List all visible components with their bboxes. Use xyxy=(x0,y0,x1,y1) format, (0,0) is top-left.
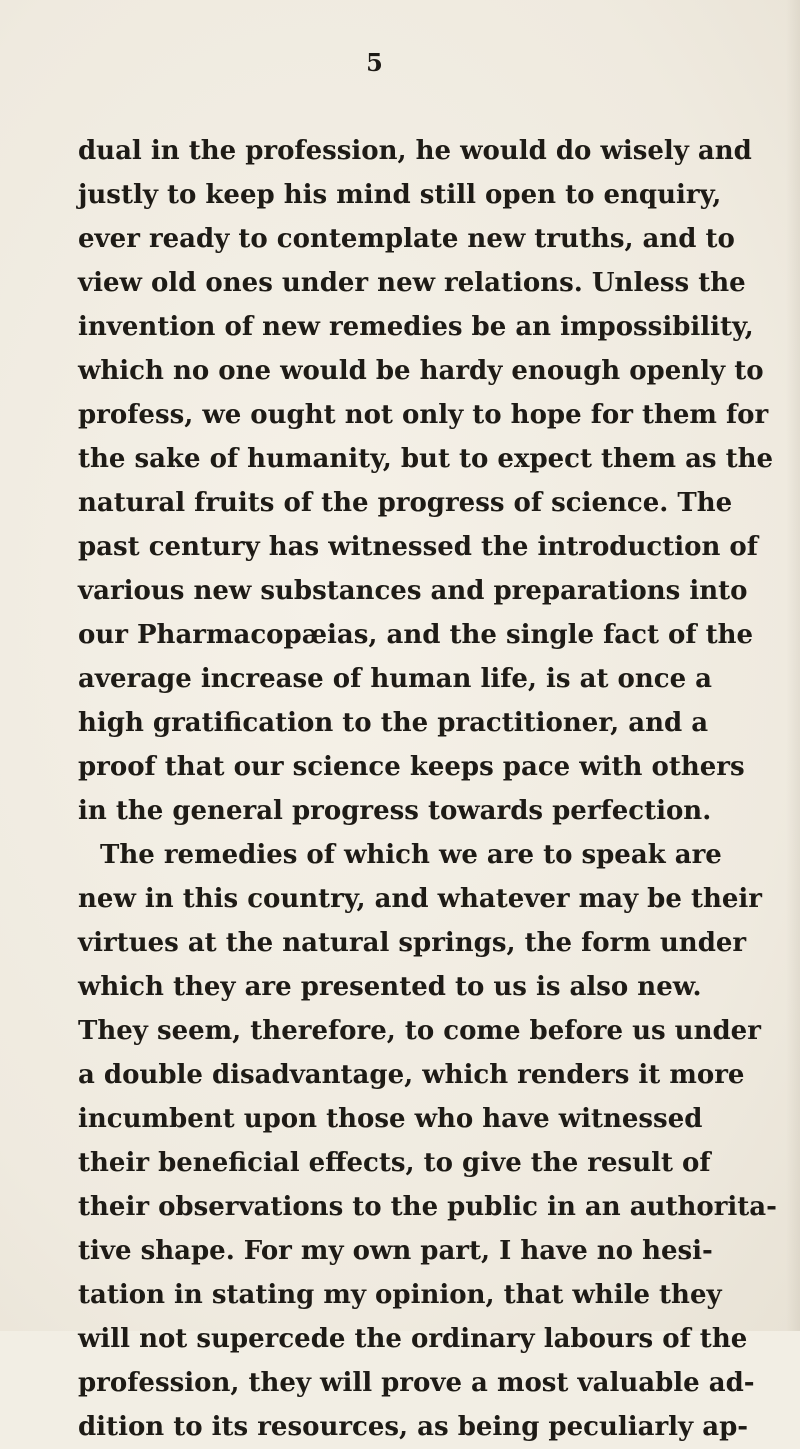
text-line: view old ones under new relations. Unless the xyxy=(78,268,746,298)
text-line: high gratification to the practitioner, and a xyxy=(78,708,709,738)
text-line: the sake of humanity, but to expect them as the xyxy=(78,444,774,474)
text-line: tive shape. For my own part, I have no hesi- xyxy=(78,1236,713,1266)
text-line: dual in the profession, he would do wisely and xyxy=(78,136,752,166)
page-number: 5 xyxy=(366,48,384,77)
text-line: which no one would be hardy enough openly to xyxy=(78,356,764,386)
text-line: They seem, therefore, to come before us under xyxy=(78,1016,761,1046)
text-line: invention of new remedies be an impossibility, xyxy=(78,312,754,342)
body-text xyxy=(78,129,777,1449)
text-line: virtues at the natural springs, the form under xyxy=(78,928,747,958)
text-line: justly to keep his mind still open to enquiry, xyxy=(78,180,722,210)
text-line: incumbent upon those who have witnessed xyxy=(78,1104,703,1134)
text-line: natural fruits of the progress of science. The xyxy=(78,488,733,518)
page-edge-shadow xyxy=(786,0,800,1331)
text-line: new in this country, and whatever may be their xyxy=(78,884,762,914)
text-line: their observations to the public in an authorita- xyxy=(78,1192,777,1222)
text-line: dition to its resources, as being peculiarly ap- xyxy=(78,1412,749,1442)
text-line: a double disadvantage, which renders it more xyxy=(78,1060,745,1090)
text-line: profess, we ought not only to hope for them for xyxy=(78,400,769,430)
text-line: profession, they will prove a most valuable ad- xyxy=(78,1368,755,1398)
text-line: past century has witnessed the introduction of xyxy=(78,532,758,562)
text-line: will not supercede the ordinary labours of the xyxy=(78,1324,748,1354)
text-line: our Pharmacopæias, and the single fact of the xyxy=(78,620,754,650)
text-line: in the general progress towards perfection. xyxy=(78,796,712,826)
text-line: The remedies of which we are to speak are xyxy=(100,840,722,870)
text-line: various new substances and preparations into xyxy=(78,576,748,606)
text-line: average increase of human life, is at once a xyxy=(78,664,713,694)
text-line: proof that our science keeps pace with others xyxy=(78,752,745,782)
text-line: ever ready to contemplate new truths, and to xyxy=(78,224,735,254)
text-line: which they are presented to us is also new. xyxy=(78,972,702,1002)
text-line: tation in stating my opinion, that while they xyxy=(78,1280,722,1310)
text-line: their beneficial effects, to give the result of xyxy=(78,1148,711,1178)
